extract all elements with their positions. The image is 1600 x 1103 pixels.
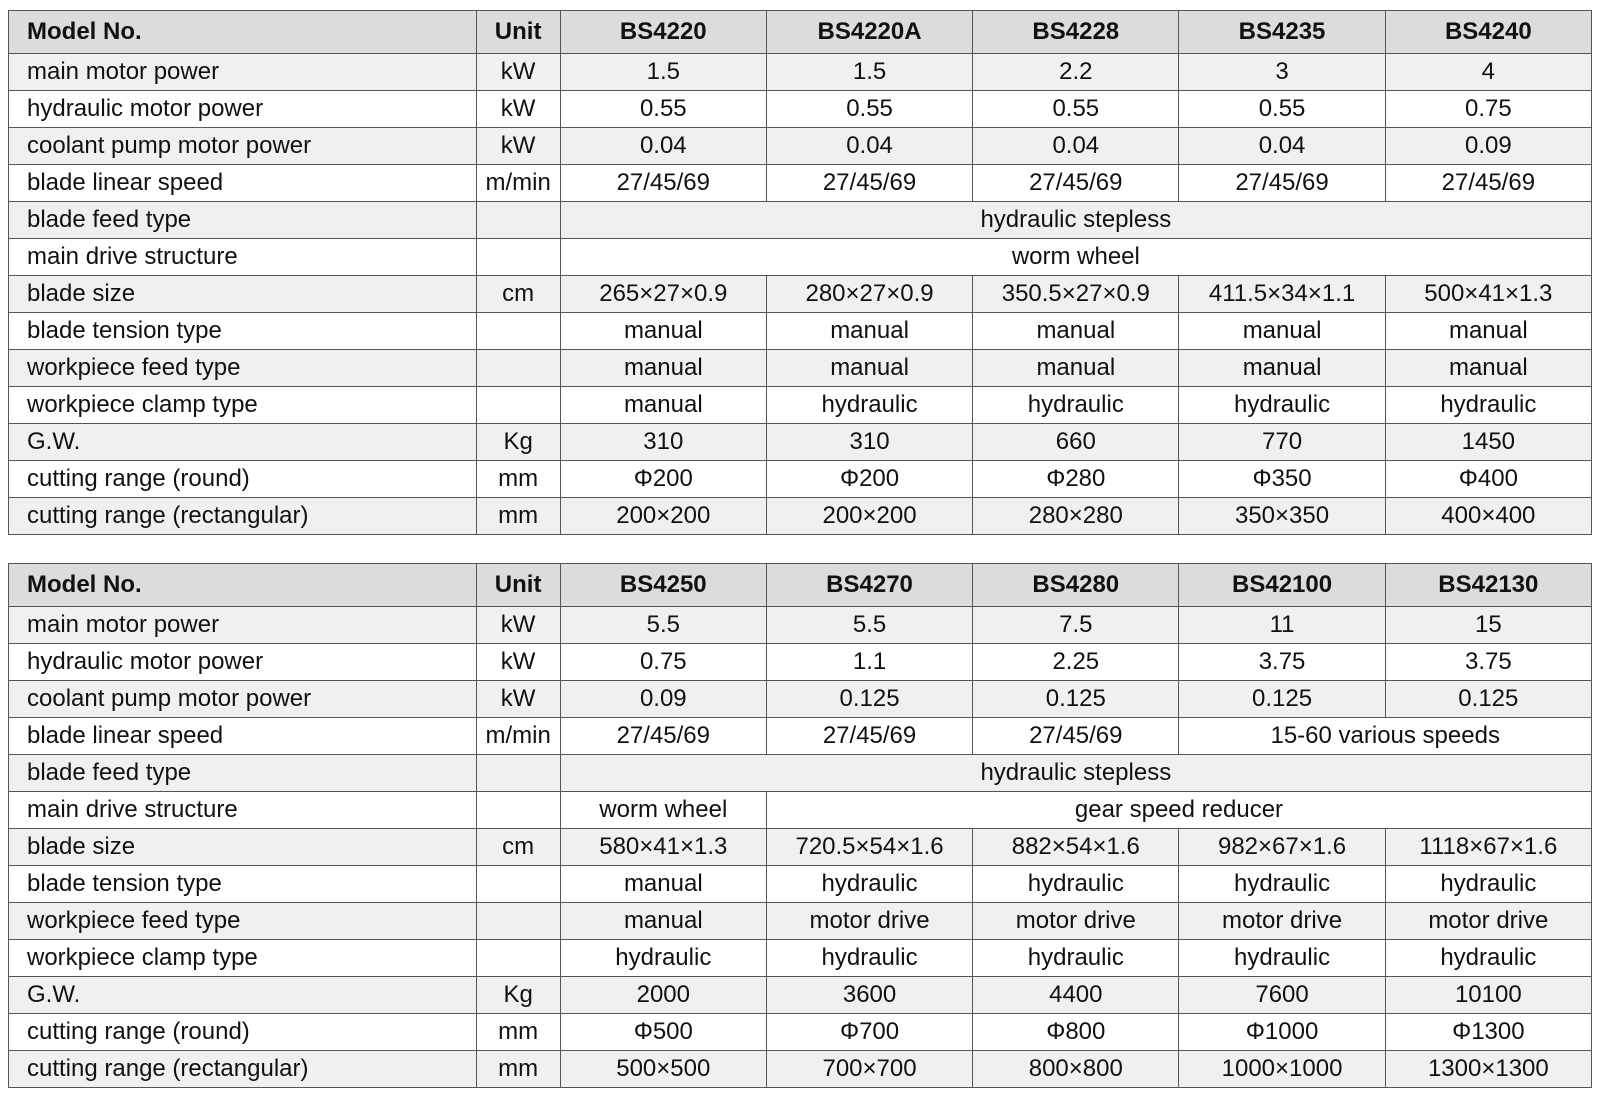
table-row [9, 829, 1592, 866]
value-cell: Φ350 [1179, 461, 1385, 498]
unit-cell: kW [476, 607, 560, 644]
table-body [9, 54, 1592, 535]
table-row [9, 940, 1592, 977]
table-row [9, 461, 1592, 498]
header-unit: Unit [476, 11, 560, 54]
table-row [9, 792, 1592, 829]
param-label: G.W. [9, 977, 477, 1014]
value-cell: hydraulic [1385, 866, 1591, 903]
header-model: BS42100 [1179, 564, 1385, 607]
value-cell: 982×67×1.6 [1179, 829, 1385, 866]
param-label: workpiece feed type [9, 903, 477, 940]
value-cell: 27/45/69 [973, 165, 1179, 202]
value-cell: hydraulic [973, 940, 1179, 977]
value-cell: 27/45/69 [1385, 165, 1591, 202]
unit-cell: kW [476, 681, 560, 718]
unit-cell: kW [476, 54, 560, 91]
param-label: workpiece feed type [9, 350, 477, 387]
header-model: BS4280 [973, 564, 1179, 607]
unit-cell: mm [476, 1051, 560, 1088]
param-label: blade feed type [9, 755, 477, 792]
unit-cell: mm [476, 1014, 560, 1051]
table-row [9, 91, 1592, 128]
value-cell: hydraulic [1385, 387, 1591, 424]
value-cell: manual [560, 313, 766, 350]
value-cell: 0.75 [1385, 91, 1591, 128]
value-cell: 500×500 [560, 1051, 766, 1088]
value-cell: hydraulic [560, 940, 766, 977]
value-cell: hydraulic [973, 866, 1179, 903]
value-cell: hydraulic [766, 866, 972, 903]
value-cell: 27/45/69 [766, 165, 972, 202]
value-cell: 580×41×1.3 [560, 829, 766, 866]
table-row [9, 977, 1592, 1014]
value-cell: 1450 [1385, 424, 1591, 461]
value-cell: hydraulic [973, 387, 1179, 424]
value-cell: Φ1300 [1385, 1014, 1591, 1051]
value-cell: 882×54×1.6 [973, 829, 1179, 866]
table-row [9, 681, 1592, 718]
value-cell: hydraulic [1179, 866, 1385, 903]
table-row [9, 755, 1592, 792]
value-cell: 5.5 [560, 607, 766, 644]
value-cell: 310 [766, 424, 972, 461]
value-cell: 2000 [560, 977, 766, 1014]
unit-cell: kW [476, 91, 560, 128]
unit-cell: m/min [476, 718, 560, 755]
value-cell: manual [1179, 350, 1385, 387]
value-cell: Φ280 [973, 461, 1179, 498]
param-label: blade size [9, 276, 477, 313]
value-cell: Φ700 [766, 1014, 972, 1051]
value-cell: 10100 [1385, 977, 1591, 1014]
param-label: main motor power [9, 607, 477, 644]
value-cell: hydraulic stepless [560, 755, 1591, 792]
table-row [9, 498, 1592, 535]
value-cell: manual [1385, 350, 1591, 387]
value-cell: manual [766, 350, 972, 387]
value-cell: hydraulic [1385, 940, 1591, 977]
value-cell: 15 [1385, 607, 1591, 644]
table-row [9, 276, 1592, 313]
value-cell: 500×41×1.3 [1385, 276, 1591, 313]
value-cell: 2.25 [973, 644, 1179, 681]
value-cell: 0.125 [973, 681, 1179, 718]
value-cell: 0.125 [1385, 681, 1591, 718]
unit-cell: m/min [476, 165, 560, 202]
value-cell: 700×700 [766, 1051, 972, 1088]
table-row [9, 387, 1592, 424]
unit-cell [476, 903, 560, 940]
value-cell: 280×280 [973, 498, 1179, 535]
header-model: BS4235 [1179, 11, 1385, 54]
value-cell: 3 [1179, 54, 1385, 91]
value-cell: 7.5 [973, 607, 1179, 644]
param-label: workpiece clamp type [9, 940, 477, 977]
unit-cell [476, 792, 560, 829]
table-row [9, 866, 1592, 903]
value-cell: Φ1000 [1179, 1014, 1385, 1051]
param-label: blade tension type [9, 866, 477, 903]
value-cell: 1.5 [766, 54, 972, 91]
value-cell: 0.125 [1179, 681, 1385, 718]
table-row [9, 718, 1592, 755]
table-row [9, 903, 1592, 940]
param-label: blade size [9, 829, 477, 866]
header-model: BS4220A [766, 11, 972, 54]
unit-cell: mm [476, 461, 560, 498]
unit-cell: cm [476, 829, 560, 866]
value-cell: 4 [1385, 54, 1591, 91]
value-cell: Φ200 [766, 461, 972, 498]
table-row [9, 54, 1592, 91]
value-cell: 1118×67×1.6 [1385, 829, 1591, 866]
table-row [9, 239, 1592, 276]
header-model: BS4240 [1385, 11, 1591, 54]
param-label: cutting range (rectangular) [9, 1051, 477, 1088]
value-cell: 0.04 [560, 128, 766, 165]
value-cell: 3.75 [1179, 644, 1385, 681]
table-row [9, 350, 1592, 387]
unit-cell [476, 350, 560, 387]
unit-cell [476, 866, 560, 903]
param-label: coolant pump motor power [9, 681, 477, 718]
value-cell: 660 [973, 424, 1179, 461]
value-cell: 800×800 [973, 1051, 1179, 1088]
value-cell: hydraulic [1179, 387, 1385, 424]
param-label: cutting range (rectangular) [9, 498, 477, 535]
value-cell: 1300×1300 [1385, 1051, 1591, 1088]
unit-cell: Kg [476, 977, 560, 1014]
unit-cell [476, 387, 560, 424]
value-cell: 15-60 various speeds [1179, 718, 1592, 755]
value-cell: 27/45/69 [1179, 165, 1385, 202]
value-cell: 0.125 [766, 681, 972, 718]
unit-cell: cm [476, 276, 560, 313]
value-cell: 0.04 [766, 128, 972, 165]
value-cell: 5.5 [766, 607, 972, 644]
header-model: BS4250 [560, 564, 766, 607]
value-cell: 0.09 [560, 681, 766, 718]
value-cell: worm wheel [560, 792, 766, 829]
value-cell: manual [973, 350, 1179, 387]
value-cell: motor drive [973, 903, 1179, 940]
value-cell: 27/45/69 [766, 718, 972, 755]
value-cell: 11 [1179, 607, 1385, 644]
value-cell: 27/45/69 [973, 718, 1179, 755]
table-row [9, 202, 1592, 239]
value-cell: manual [973, 313, 1179, 350]
value-cell: manual [1179, 313, 1385, 350]
value-cell: 350.5×27×0.9 [973, 276, 1179, 313]
value-cell: 350×350 [1179, 498, 1385, 535]
param-label: main drive structure [9, 239, 477, 276]
param-label: blade tension type [9, 313, 477, 350]
value-cell: motor drive [766, 903, 972, 940]
unit-cell [476, 940, 560, 977]
value-cell: 200×200 [766, 498, 972, 535]
param-label: main drive structure [9, 792, 477, 829]
unit-cell: Kg [476, 424, 560, 461]
table-row [9, 313, 1592, 350]
value-cell: 27/45/69 [560, 165, 766, 202]
value-cell: 280×27×0.9 [766, 276, 972, 313]
table-row [9, 644, 1592, 681]
param-label: blade feed type [9, 202, 477, 239]
table-row [9, 128, 1592, 165]
value-cell: 3600 [766, 977, 972, 1014]
header-param: Model No. [9, 11, 477, 54]
value-cell: motor drive [1385, 903, 1591, 940]
value-cell: 200×200 [560, 498, 766, 535]
spec-table-2 [8, 563, 1592, 1088]
value-cell: 0.55 [766, 91, 972, 128]
value-cell: 0.04 [973, 128, 1179, 165]
unit-cell [476, 313, 560, 350]
value-cell: manual [560, 903, 766, 940]
value-cell: 265×27×0.9 [560, 276, 766, 313]
value-cell: Φ800 [973, 1014, 1179, 1051]
value-cell: 0.55 [1179, 91, 1385, 128]
table-body [9, 607, 1592, 1088]
header-row [9, 564, 1592, 607]
header-row [9, 11, 1592, 54]
value-cell: 4400 [973, 977, 1179, 1014]
value-cell: 27/45/69 [560, 718, 766, 755]
value-cell: 3.75 [1385, 644, 1591, 681]
header-model: BS4228 [973, 11, 1179, 54]
unit-cell: kW [476, 128, 560, 165]
value-cell: 720.5×54×1.6 [766, 829, 972, 866]
value-cell: 1000×1000 [1179, 1051, 1385, 1088]
value-cell: 1.1 [766, 644, 972, 681]
value-cell: 0.55 [973, 91, 1179, 128]
value-cell: hydraulic stepless [560, 202, 1591, 239]
value-cell: 0.55 [560, 91, 766, 128]
value-cell: manual [560, 387, 766, 424]
value-cell: 400×400 [1385, 498, 1591, 535]
value-cell: 411.5×34×1.1 [1179, 276, 1385, 313]
spec-table-1 [8, 10, 1592, 535]
param-label: blade linear speed [9, 165, 477, 202]
unit-cell [476, 239, 560, 276]
unit-cell: mm [476, 498, 560, 535]
table-row [9, 1014, 1592, 1051]
value-cell: hydraulic [766, 940, 972, 977]
param-label: blade linear speed [9, 718, 477, 755]
value-cell: manual [766, 313, 972, 350]
header-model: BS42130 [1385, 564, 1591, 607]
value-cell: Φ500 [560, 1014, 766, 1051]
param-label: G.W. [9, 424, 477, 461]
value-cell: manual [1385, 313, 1591, 350]
value-cell: worm wheel [560, 239, 1591, 276]
table-row [9, 1051, 1592, 1088]
value-cell: hydraulic [1179, 940, 1385, 977]
table-row [9, 165, 1592, 202]
header-param: Model No. [9, 564, 477, 607]
param-label: coolant pump motor power [9, 128, 477, 165]
value-cell: gear speed reducer [766, 792, 1591, 829]
value-cell: Φ200 [560, 461, 766, 498]
param-label: cutting range (round) [9, 1014, 477, 1051]
param-label: workpiece clamp type [9, 387, 477, 424]
param-label: hydraulic motor power [9, 91, 477, 128]
value-cell: motor drive [1179, 903, 1385, 940]
value-cell: Φ400 [1385, 461, 1591, 498]
value-cell: 770 [1179, 424, 1385, 461]
value-cell: 2.2 [973, 54, 1179, 91]
value-cell: 0.75 [560, 644, 766, 681]
value-cell: manual [560, 866, 766, 903]
header-model: BS4220 [560, 11, 766, 54]
param-label: hydraulic motor power [9, 644, 477, 681]
table-row [9, 607, 1592, 644]
value-cell: 310 [560, 424, 766, 461]
param-label: cutting range (round) [9, 461, 477, 498]
unit-cell: kW [476, 644, 560, 681]
header-model: BS4270 [766, 564, 972, 607]
value-cell: 0.04 [1179, 128, 1385, 165]
value-cell: 0.09 [1385, 128, 1591, 165]
table-row [9, 424, 1592, 461]
value-cell: 1.5 [560, 54, 766, 91]
unit-cell [476, 202, 560, 239]
param-label: main motor power [9, 54, 477, 91]
value-cell: 7600 [1179, 977, 1385, 1014]
value-cell: manual [560, 350, 766, 387]
value-cell: hydraulic [766, 387, 972, 424]
unit-cell [476, 755, 560, 792]
header-unit: Unit [476, 564, 560, 607]
